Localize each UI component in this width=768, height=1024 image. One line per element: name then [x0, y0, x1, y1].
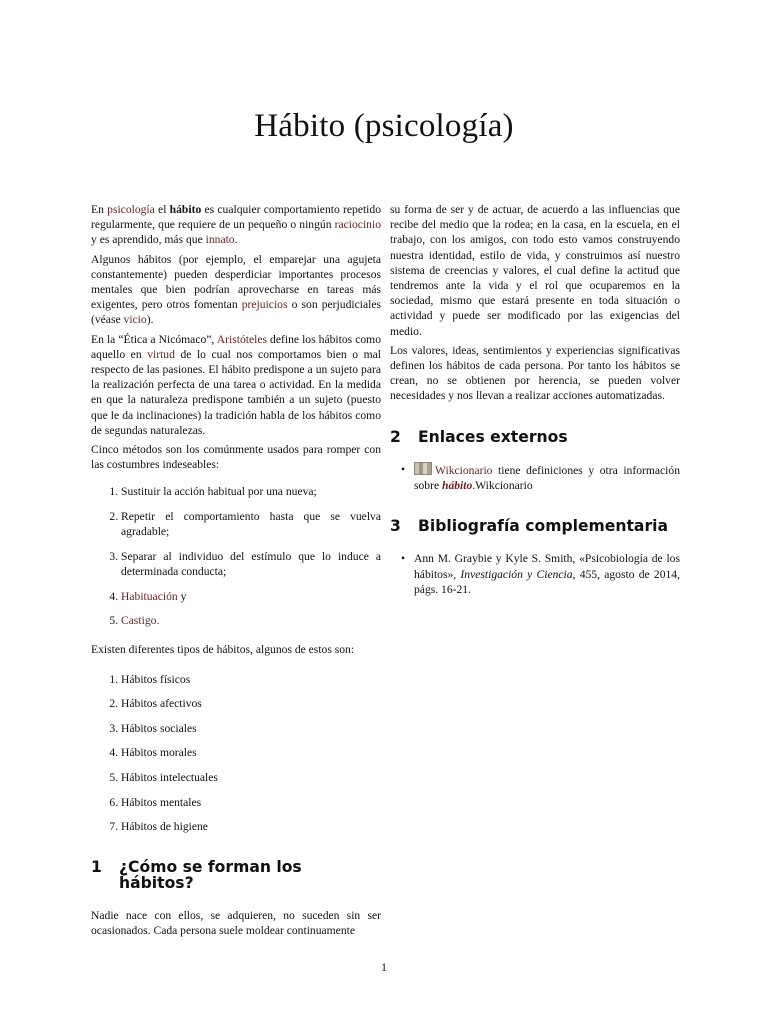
section-number: 3	[390, 517, 401, 536]
intro-paragraph	[91, 202, 381, 248]
journal-title: Investigación y Ciencia	[460, 567, 573, 581]
text: y es aprendido, más que	[91, 233, 206, 247]
link-wikcionario[interactable]: Wikcionario	[435, 463, 493, 477]
text: define los hábitos como aquello en	[91, 332, 381, 361]
wiktionary-icon	[414, 462, 432, 475]
text: es cualquier comportamiento repetido regularmente, que requiere de un pequeño o ningún	[91, 203, 382, 232]
link-prejuicios[interactable]: prejuicios	[241, 298, 288, 312]
paragraph-continued: su forma de ser y de actuar, de acuerdo a las influencias que recibe del medio que la rodea; en la casa, en la escuela, en el trabajo, con los amigos, con todo esto vamos construyendo nuestra identidad, estilo de vida, y construimos así nuestro sistema de creencias y valores, el cual define la actitud que tendremos ante la vida y el rol que ocuparemos en la sociedad, mismo que estará presente en toda situación o actividad y puede ser modificado por las exigencias del medio.	[390, 203, 680, 338]
external-links-list	[390, 462, 680, 493]
paragraph-2	[91, 252, 381, 328]
paragraph-3	[91, 332, 381, 438]
paragraph-6: Nadie nace con ellos, se adquieren, no suceden sin ser ocasionados. Cada persona suele moldear continuamente	[91, 908, 381, 938]
link-vicio[interactable]: vicio	[123, 313, 147, 327]
text: de lo cual nos comportamos bien o mal respecto de las pasiones. El hábito predispone a un sujeto para la realización perfecta de una tarea o actividad. En la medida en que la naturaleza predispone también a un sujeto (puesto que le da inclinaciones) la tradición habla de los hábitos como de segundas naturalezas.	[91, 347, 381, 437]
list-item: 5. Hábitos intelectuales	[121, 770, 381, 785]
text: .	[156, 614, 160, 628]
bibliography-list	[390, 551, 680, 597]
list-item: 2. Repetir el comportamiento hasta que se vuelva agradable;	[121, 509, 381, 539]
section-number: 2	[390, 427, 401, 446]
text: el	[154, 203, 170, 216]
paragraph-5: Existen diferentes tipos de hábitos, algunos de estos son:	[91, 643, 355, 657]
text: Algunos hábitos (por ejemplo, el emparejar una agujeta constantemente) pueden desperdiciar importantes procesos mentales que bien podrían aprovecharse en tareas más exigentes, pero otros fomentan	[91, 252, 381, 312]
section-number: 1	[91, 858, 102, 877]
text: ).	[146, 313, 154, 327]
text: y	[177, 589, 187, 603]
list-item: 3. Separar al individuo del estímulo que lo induce a determinada conducta;	[121, 549, 381, 579]
link-habito[interactable]: hábito	[442, 479, 473, 493]
section-heading-1	[91, 860, 381, 890]
text: Ann M. Graybie y Kyle S. Smith, «Psicobiología de los hábitos»,	[414, 552, 680, 581]
list-item: 4. Hábitos morales	[121, 745, 381, 760]
list-item	[121, 613, 381, 628]
list-item: 1. Sustituir la acción habitual por una nueva;	[121, 484, 381, 499]
link-raciocinio[interactable]: raciocinio	[334, 218, 381, 232]
section-title: Enlaces externos	[418, 427, 568, 446]
section-title: Bibliografía complementaria	[418, 517, 669, 536]
text: En la “Ética a Nicómaco”,	[91, 332, 217, 346]
section-heading-2	[390, 427, 680, 446]
page-title: Hábito (psicología)	[254, 108, 514, 144]
list-item	[414, 462, 680, 493]
paragraph-4: Cinco métodos son los comúnmente usados para romper con las costumbres indeseables:	[91, 443, 381, 472]
list-item: 2. Hábitos afectivos	[121, 696, 381, 711]
paragraph-values: Los valores, ideas, sentimientos y experiencias significativas definen los hábitos de cada persona. Por tanto los hábitos se crean, no se obtienen por herencia, se pueden volver necesidades y nos llevan a realizar acciones automatizadas.	[390, 343, 680, 403]
text: o son perjudiciales (véase	[91, 298, 381, 327]
methods-list	[91, 484, 381, 628]
list-item	[414, 551, 680, 597]
text: .	[234, 233, 238, 247]
list-item: 3. Hábitos sociales	[121, 721, 381, 736]
section-title: ¿Cómo se forman los hábitos?	[119, 858, 302, 892]
list-item	[121, 589, 381, 604]
link-virtud[interactable]: virtud	[147, 347, 175, 361]
text: En	[91, 203, 108, 216]
link-psicologia[interactable]: psicología	[107, 203, 155, 216]
link-innato[interactable]: innato	[205, 233, 235, 247]
list-item: 1. Hábitos físicos	[121, 672, 381, 687]
page-number: 1	[381, 960, 387, 974]
right-column	[390, 202, 680, 597]
left-column	[91, 202, 381, 942]
link-castigo[interactable]: Castigo	[121, 614, 157, 628]
text: tiene definiciones y otra información sobre	[414, 463, 680, 493]
list-item: 7. Hábitos de higiene	[121, 819, 381, 834]
link-aristoteles[interactable]: Aristóteles	[216, 332, 267, 346]
list-item: 6. Hábitos mentales	[121, 795, 381, 810]
text: , 455, agosto de 2014, págs. 16-21.	[414, 567, 680, 596]
text: .Wikcionario	[472, 479, 533, 493]
habit-types-list	[91, 672, 381, 835]
link-habituacion[interactable]: Habituación	[121, 589, 178, 603]
section-heading-3	[390, 519, 680, 534]
bold-term: hábito	[169, 203, 202, 216]
